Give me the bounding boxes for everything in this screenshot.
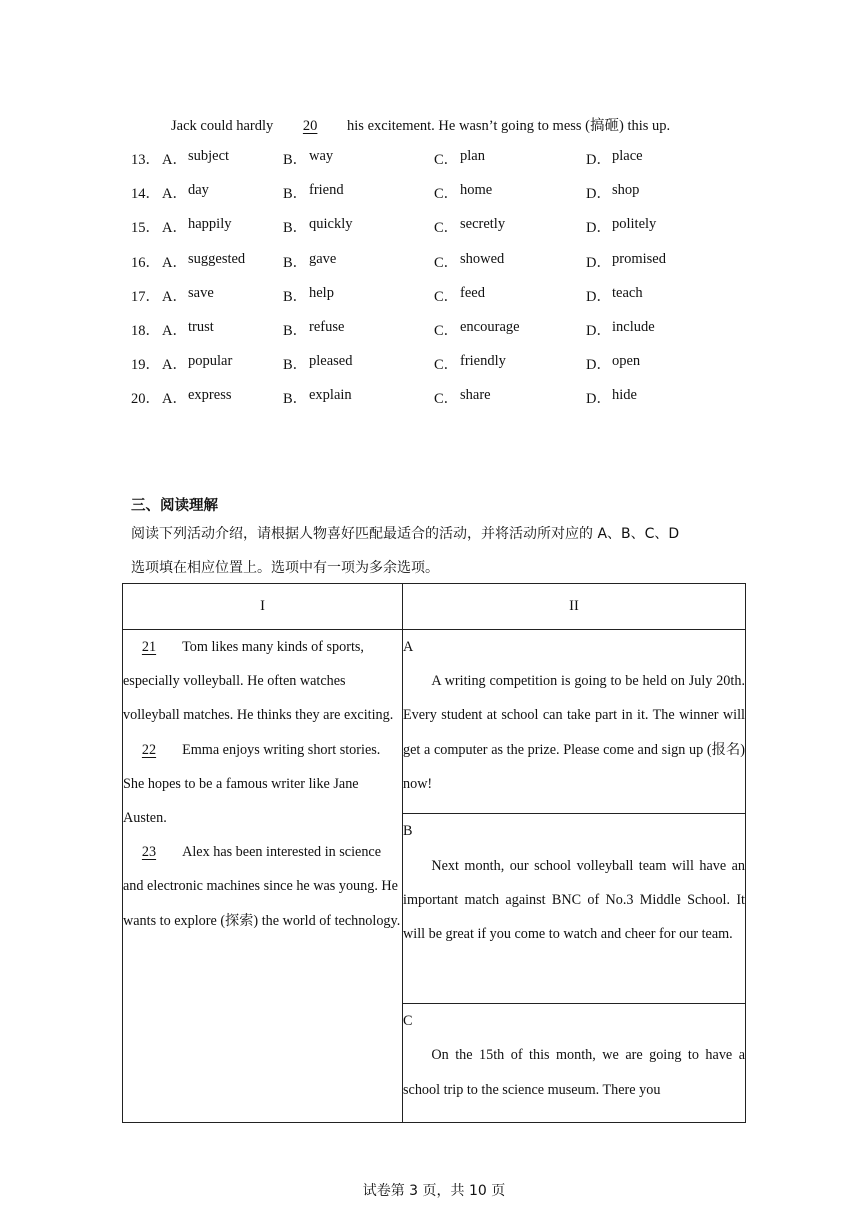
question-number: 15．	[131, 220, 160, 237]
table-header-row	[123, 584, 746, 630]
option-text: home	[460, 182, 493, 199]
cloze-text-after: his excitement. He wasn’t going to mess (搞砸) this up.	[347, 118, 671, 134]
option-text: trust	[188, 319, 214, 335]
answer-blank-22: 22	[141, 741, 157, 758]
option-letter: B．	[283, 152, 308, 168]
option-text: encourage	[460, 319, 520, 335]
option-text: day	[188, 182, 209, 199]
option-letter: C．	[434, 357, 459, 374]
question-number: 19．	[131, 357, 160, 374]
activity-a-text: A writing competition is going to be held on July 20th. Every student at school can take part in it. The winner will get a computer as the prize. Please come and sign up (报名) now!	[403, 673, 745, 792]
person-21-text: Tom likes many kinds of sports, especially volleyball. He often watches volleyball matches. He thinks they are exciting.	[123, 639, 394, 724]
option-text: subject	[188, 148, 230, 164]
option-letter: C．	[434, 323, 459, 339]
answer-blank-23: 23	[141, 844, 157, 861]
header-column-i: I	[123, 584, 403, 630]
option-text: gave	[309, 250, 337, 267]
option-letter: C．	[434, 288, 459, 305]
section-instructions-line2: 选项填在相应位置上。选项中有一项为多余选项。	[131, 560, 439, 576]
option-text: include	[612, 319, 655, 335]
option-text: refuse	[309, 319, 345, 335]
option-letter: B．	[283, 323, 308, 339]
option-text: suggested	[188, 250, 246, 267]
option-text: teach	[612, 284, 643, 301]
question-number: 13．	[131, 152, 160, 168]
option-letter: B．	[283, 186, 308, 203]
activity-a-letter: A	[403, 639, 414, 655]
option-letter: A．	[162, 186, 187, 203]
option-letter: D．	[586, 220, 611, 237]
option-text: place	[612, 148, 643, 164]
option-letter: C．	[434, 391, 459, 408]
activity-b-letter: B	[403, 823, 413, 840]
option-text: shop	[612, 182, 640, 199]
option-letter: D．	[586, 323, 611, 339]
page-footer: 试卷第 3 页，共 10 页	[362, 1183, 506, 1199]
option-letter: C．	[434, 186, 459, 203]
person-23	[123, 835, 402, 938]
option-text: showed	[460, 250, 505, 267]
header-column-ii: II	[403, 584, 746, 630]
option-letter: D．	[586, 254, 611, 271]
option-text: secretly	[460, 216, 506, 233]
option-text: friend	[309, 182, 344, 199]
option-text: quickly	[309, 216, 353, 233]
question-number: 16．	[131, 254, 160, 271]
option-letter: D．	[586, 186, 611, 203]
option-letter: B．	[283, 391, 308, 408]
cloze-text-before: Jack could hardly	[171, 118, 274, 134]
activity-c-cell	[403, 1004, 746, 1123]
option-letter: A．	[162, 357, 187, 374]
option-text: plan	[460, 148, 485, 164]
option-letter: A．	[162, 220, 187, 237]
activity-b-cell	[403, 814, 746, 1004]
option-letter: B．	[283, 220, 308, 237]
option-text: feed	[460, 284, 485, 301]
option-letter: B．	[283, 357, 308, 374]
person-22	[123, 733, 402, 836]
person-23-text: Alex has been interested in science and electronic machines since he was young. He wants to explore (探索) the world of technology.	[123, 844, 401, 929]
option-text: hide	[612, 387, 637, 404]
option-letter: A．	[162, 391, 187, 408]
option-letter: C．	[434, 254, 459, 271]
option-text: pleased	[309, 353, 353, 370]
option-text: promised	[612, 250, 666, 267]
option-letter: D．	[586, 357, 611, 374]
option-letter: D．	[586, 152, 611, 168]
option-text: happily	[188, 216, 232, 233]
activity-a-cell	[403, 630, 746, 814]
question-number: 14．	[131, 186, 160, 203]
option-letter: A．	[162, 152, 187, 168]
activity-b-text: Next month, our school volleyball team will have an important match against BNC of No.3 Middle School. It will be great if you come to watch and cheer for our team.	[403, 857, 745, 943]
option-text: explain	[309, 387, 352, 404]
option-letter: C．	[434, 220, 459, 237]
person-21	[123, 630, 402, 733]
activity-c-letter: C	[403, 1013, 413, 1030]
option-letter: C．	[434, 152, 459, 168]
matching-table	[122, 583, 746, 1123]
section-title: 三、阅读理解	[131, 498, 218, 514]
option-letter: A．	[162, 288, 187, 305]
people-cell	[123, 630, 403, 1123]
cloze-blank-20: 20	[302, 118, 318, 134]
option-letter: B．	[283, 254, 308, 271]
option-text: open	[612, 353, 641, 370]
question-number: 17．	[131, 288, 160, 305]
option-text: help	[309, 284, 334, 301]
cloze-sentence	[171, 114, 670, 135]
option-letter: D．	[586, 288, 611, 305]
section-instructions-line1: 阅读下列活动介绍，请根据人物喜好匹配最适合的活动，并将活动所对应的 A、B、C、D	[131, 526, 680, 542]
person-22-text: Emma enjoys writing short stories. She hopes to be a famous writer like Jane Austen.	[123, 741, 381, 827]
option-letter: A．	[162, 254, 187, 271]
activity-c-text: On the 15th of this month, we are going to have a school trip to the science museum. There you	[403, 1047, 745, 1098]
option-letter: B．	[283, 288, 308, 305]
option-letter: A．	[162, 323, 187, 339]
option-text: politely	[612, 216, 657, 233]
answer-blank-21: 21	[141, 639, 157, 655]
option-letter: D．	[586, 391, 611, 408]
option-text: friendly	[460, 353, 506, 370]
option-text: express	[188, 387, 232, 404]
option-text: way	[309, 148, 334, 164]
question-number: 20．	[131, 391, 160, 408]
option-text: popular	[188, 353, 233, 370]
question-number: 18．	[131, 323, 160, 339]
option-text: save	[188, 284, 214, 301]
option-text: share	[460, 387, 491, 404]
